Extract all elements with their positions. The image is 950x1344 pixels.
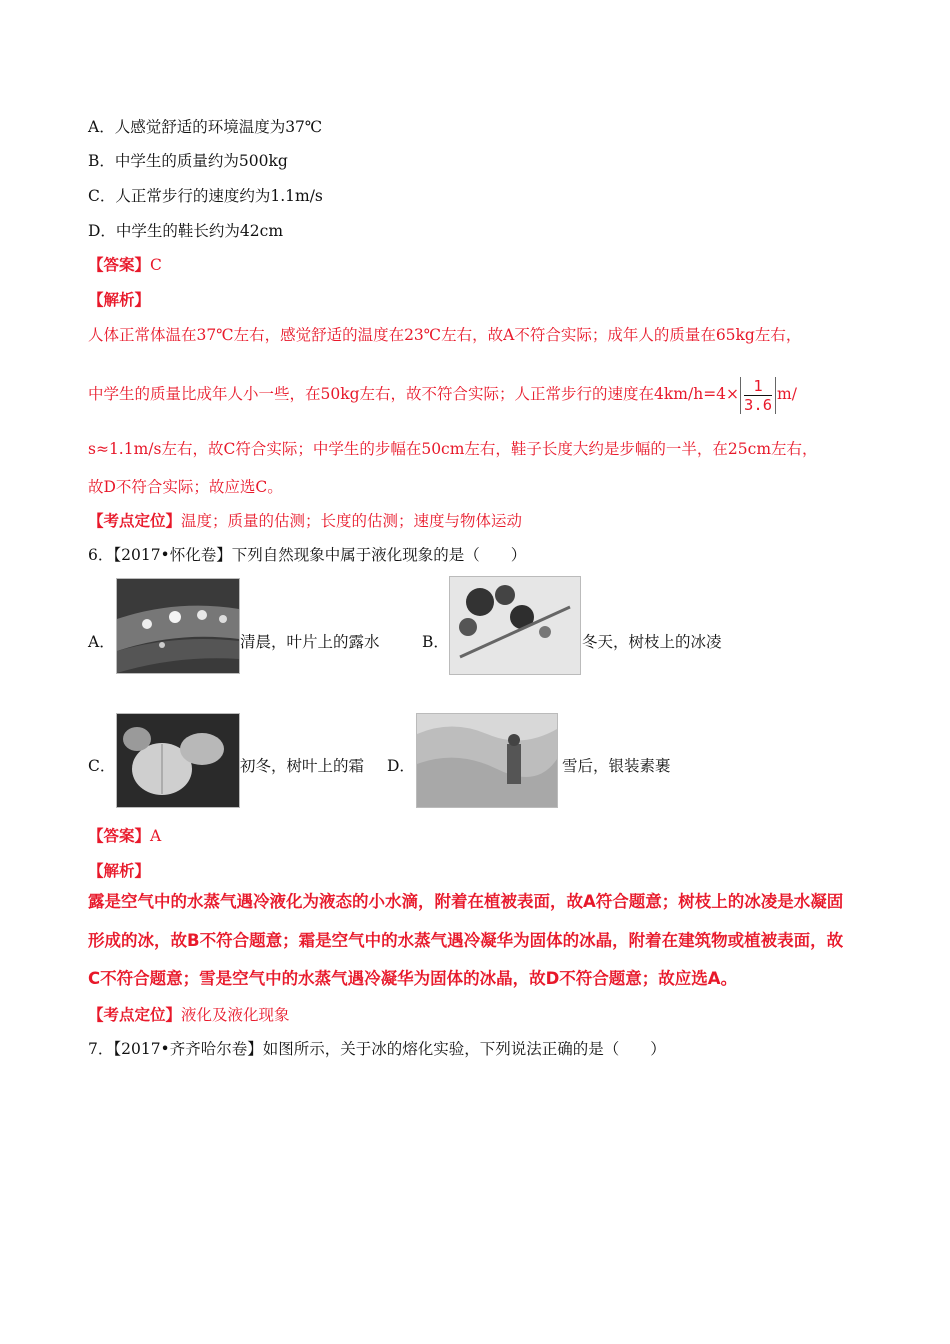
- q6-key-point: [88, 1005, 290, 1025]
- key-point-label: 【考点定位】: [88, 1005, 182, 1024]
- key-point-value: 温度；质量的估测；长度的估测；速度与物体运动: [181, 512, 523, 530]
- fraction: [740, 377, 776, 414]
- q6-analysis-line-1: 露是空气中的水蒸气遇冷液化为液态的小水滴，附着在植被表面，故A符合题意；树枝上的冰凌是水凝固: [88, 892, 844, 911]
- q6-analysis-line-2: 形成的冰，故B不符合题意；霜是空气中的水蒸气遇冷凝华为固体的冰晶，附着在建筑物或植被表面，故: [88, 931, 844, 950]
- q5-analysis-line-3: s≈1.1m/s左右，故C符合实际；中学生的步幅在50cm左右，鞋子长度大约是步幅的一半，在25cm左右，: [88, 440, 818, 458]
- q6-option-a-text: 清晨，叶片上的露水: [240, 633, 380, 651]
- answer-label: 【答案】: [88, 826, 151, 845]
- q5-analysis-line-4: 故D不符合实际；故应选C。: [88, 478, 283, 496]
- q5-analysis-line-1: 人体正常体温在37℃左右，感觉舒适的温度在23℃左右，故A不符合实际；成年人的质量在65kg左右，: [88, 326, 802, 344]
- q5-option-b: B．中学生的质量约为500kg: [88, 152, 288, 170]
- q7-stem: 7．【2017•齐齐哈尔卷】如图所示，关于冰的熔化实验，下列说法正确的是（ ）: [88, 1040, 666, 1058]
- fraction-numerator: 1: [744, 377, 772, 396]
- analysis-text: m/: [777, 385, 797, 403]
- fraction-denominator: 3.6: [744, 395, 773, 414]
- q6-analysis-label: 【解析】: [88, 861, 151, 880]
- q6-option-d-letter: D．: [387, 757, 415, 775]
- icicle-branch-image: [450, 577, 580, 674]
- key-point-value: 液化及液化现象: [181, 1006, 290, 1024]
- answer-value: A: [150, 827, 162, 845]
- q6-option-c-letter: C．: [88, 757, 116, 775]
- q6-option-c-text: 初冬，树叶上的霜: [240, 757, 365, 775]
- frost-leaves-image: [117, 714, 239, 807]
- q6-option-d-text: 雪后，银装素裹: [562, 757, 671, 775]
- q5-answer: [88, 255, 162, 275]
- snow-scene-photo: [416, 713, 558, 808]
- snow-scene-image: [417, 714, 557, 807]
- q5-key-point: [88, 511, 522, 531]
- dew-on-leaf-image: [117, 579, 239, 673]
- q5-analysis-label: 【解析】: [88, 290, 151, 309]
- q5-option-c: C．人正常步行的速度约为1.1m/s: [88, 187, 323, 205]
- dew-on-leaf-photo: [116, 578, 240, 674]
- q6-stem: 6．【2017•怀化卷】下列自然现象中属于液化现象的是（ ）: [88, 546, 527, 564]
- q6-analysis-line-3: C不符合题意；雪是空气中的水蒸气遇冷凝华为固体的冰晶，故D不符合题意；故应选A。: [88, 969, 738, 988]
- q6-option-a-letter: A．: [88, 633, 115, 651]
- icicle-branch-photo: [449, 576, 581, 675]
- q6-option-b-text: 冬天，树枝上的冰凌: [582, 633, 722, 651]
- frost-leaves-photo: [116, 713, 240, 808]
- q5-option-a: A．人感觉舒适的环境温度为37℃: [88, 118, 323, 136]
- q5-analysis-line-2: [88, 372, 868, 416]
- answer-label: 【答案】: [88, 255, 151, 274]
- q6-answer: [88, 826, 161, 846]
- key-point-label: 【考点定位】: [88, 511, 182, 530]
- answer-value: C: [150, 256, 162, 274]
- q6-option-b-letter: B．: [422, 633, 449, 651]
- q5-option-d: D．中学生的鞋长约为42cm: [88, 222, 284, 240]
- analysis-text: 中学生的质量比成年人小一些，在50kg左右，故不符合实际；人正常步行的速度在4km/h=4×: [88, 385, 740, 403]
